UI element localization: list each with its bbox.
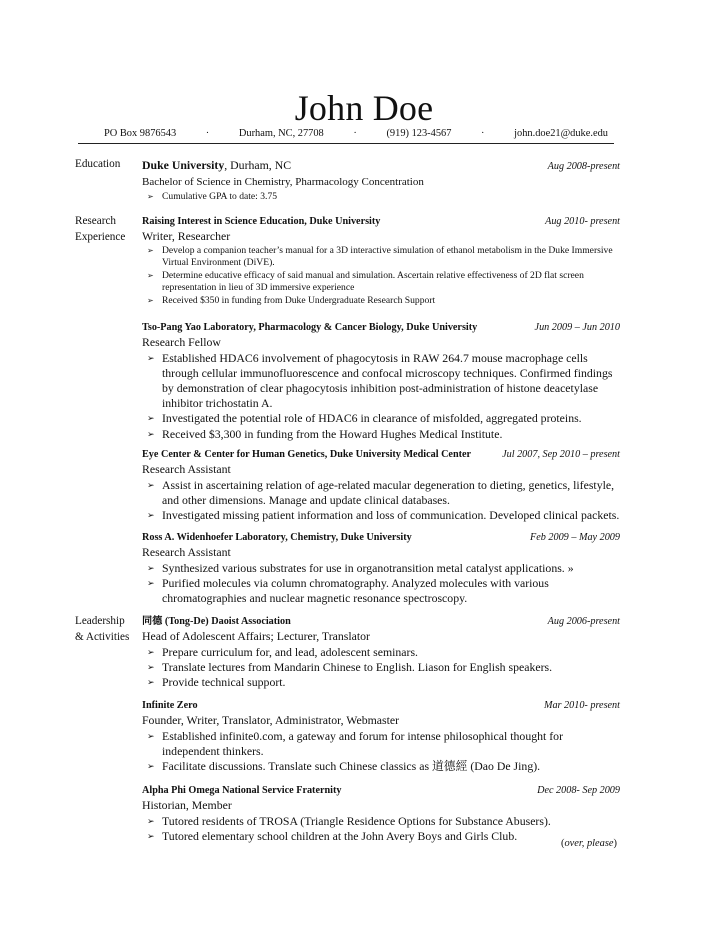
arrow-bullet-icon: ➢	[147, 413, 155, 424]
entry-role: Research Assistant	[142, 545, 231, 559]
bullet-text: Determine educative efficacy of said manual and simulation. Ascertain relative effectiveness of 2D flat screen representation in lieu of 3D immersive experience	[162, 269, 584, 294]
arrow-bullet-icon: ➢	[147, 245, 154, 255]
section-label-text: Experience	[75, 230, 126, 243]
bullet-list	[142, 478, 622, 524]
entry-header	[142, 157, 622, 175]
entry-org: Tso-Pang Yao Laboratory, Pharmacology & Cancer Biology, Duke University	[142, 322, 478, 333]
bullet-item	[142, 245, 622, 270]
bullet-text: Tutored elementary school children at the John Avery Boys and Girls Club.	[162, 828, 518, 843]
section-label-text: Education	[75, 158, 121, 170]
bullet-item	[142, 660, 622, 675]
bullet-item	[142, 191, 622, 204]
name-heading: John Doe	[294, 88, 434, 128]
email[interactable]: john.doe21@duke.edu	[514, 128, 608, 139]
contact-line	[104, 127, 608, 141]
po-box: PO Box 9876543	[104, 128, 177, 139]
bullet-text: Translate lectures from Mandarin Chinese to English. Liason for English speakers.	[162, 659, 553, 674]
arrow-bullet-icon: ➢	[147, 191, 154, 201]
bullet-item	[142, 411, 622, 426]
bullet-text: Tutored residents of TROSA (Triangle Residence Options for Substance Abusers).	[162, 813, 551, 828]
entry-header	[142, 614, 622, 629]
arrow-bullet-icon: ➢	[147, 352, 155, 363]
university-name: Duke University	[142, 158, 225, 172]
bullet-text: Established infinite0.com, a gateway and forum for intense philosophical thought for independent thinkers.	[162, 728, 563, 758]
bullet-text: Established HDAC6 involvement of phagocytosis in RAW 264.7 mouse macrophage cells through cellular immunofluorescence and confocal microscopy techniques. Confirmed findings by demonstration of clear phagocytosis inhibition post-administration of histone deacetylase inhibitor trichostatin A.	[162, 350, 613, 411]
entry-org: 同德 (Tong-De) Daoist Association	[142, 616, 291, 627]
bullet-text: Develop a companion teacher’s manual for a 3D interactive simulation of ethanol metabolism in the Duke Immersive Virtual Environment (DiVE).	[162, 244, 613, 269]
phone: (919) 123-4567	[386, 128, 452, 139]
research-entry	[142, 447, 622, 523]
arrow-bullet-icon: ➢	[147, 428, 155, 439]
entry-role: Research Fellow	[142, 335, 221, 349]
entry-header	[142, 530, 622, 545]
arrow-bullet-icon: ➢	[147, 830, 155, 841]
paren-close: )	[613, 838, 617, 849]
entry-date: Aug 2010- present	[545, 216, 620, 227]
leadership-entry	[142, 698, 622, 774]
arrow-bullet-icon: ➢	[147, 676, 155, 687]
research-entry	[142, 530, 622, 606]
leadership-entry	[142, 783, 622, 844]
header-divider	[78, 143, 614, 144]
entry-org: Eye Center & Center for Human Genetics, Duke University Medical Center	[142, 449, 472, 460]
bullet-item	[142, 729, 622, 759]
bullet-item	[142, 814, 622, 829]
bullet-item	[142, 576, 622, 606]
entry-org	[142, 157, 291, 173]
arrow-bullet-icon: ➢	[147, 815, 155, 826]
bullet-item	[142, 351, 622, 412]
bullet-item	[142, 508, 622, 523]
bullet-item	[142, 270, 622, 295]
separator-dot: ·	[353, 128, 357, 139]
entry-header	[142, 320, 622, 335]
bullet-item	[142, 561, 622, 576]
paren-open: (	[561, 838, 565, 849]
bullet-text: Synthesized various substrates for use in organotransition metal catalyst applications. »	[162, 560, 574, 575]
entry-date: Mar 2010- present	[543, 700, 620, 711]
bullet-text: Purified molecules via column chromatography. Analyzed molecules with various chromatographies and nuclear magnetic resonance spectroscopy.	[162, 575, 549, 605]
over-please-text: over, please	[564, 838, 614, 849]
entry-role: Founder, Writer, Translator, Administrator, Webmaster	[142, 713, 400, 727]
address: Durham, NC, 27708	[238, 128, 324, 139]
arrow-bullet-icon: ➢	[147, 661, 155, 672]
bullet-text: Facilitate discussions. Translate such Chinese classics as 道德經 (Dao De Jing).	[162, 758, 541, 773]
entry-header	[142, 447, 622, 462]
section-label-text: & Activities	[75, 630, 130, 643]
entry-org: Alpha Phi Omega National Service Fraternity	[142, 785, 342, 796]
arrow-bullet-icon: ➢	[147, 562, 155, 573]
entry-date: Aug 2006-present	[547, 616, 620, 627]
bullet-list	[142, 245, 622, 308]
entry-header	[142, 783, 622, 798]
arrow-bullet-icon: ➢	[147, 730, 155, 741]
bullet-text: Provide technical support.	[162, 674, 286, 689]
bullet-item	[142, 645, 622, 660]
bullet-list	[142, 561, 622, 607]
entry-org: Raising Interest in Science Education, Duke University	[142, 216, 381, 227]
leadership-entry	[142, 614, 622, 690]
entry-header	[142, 214, 622, 229]
entry-role: Head of Adolescent Affairs; Lecturer, Translator	[142, 629, 370, 643]
bullet-text: Cumulative GPA to date: 3.75	[162, 190, 278, 202]
arrow-bullet-icon: ➢	[147, 646, 155, 657]
section-label-text: Leadership	[75, 615, 125, 627]
section-label-research	[75, 214, 139, 245]
entry-date: Jun 2009 – Jun 2010	[534, 322, 620, 333]
entry-org: Ross A. Widenhoefer Laboratory, Chemistry, Duke University	[142, 532, 412, 543]
university-location: , Durham, NC	[224, 158, 292, 172]
separator-dot: ·	[481, 128, 485, 139]
research-entry	[142, 320, 622, 442]
degree: Bachelor of Science in Chemistry, Pharmacology Concentration	[142, 176, 424, 188]
bullet-item	[142, 427, 622, 442]
entry-date: Feb 2009 – May 2009	[530, 532, 620, 543]
bullet-text: Received $3,300 in funding from the Howard Hughes Medical Institute.	[162, 426, 503, 441]
entry-role: Historian, Member	[142, 798, 232, 812]
arrow-bullet-icon: ➢	[147, 295, 154, 305]
bullet-list	[142, 191, 622, 204]
bullet-text: Investigated the potential role of HDAC6 in clearance of misfolded, aggregated proteins.	[162, 411, 582, 426]
bullet-item	[142, 759, 622, 774]
entry-date: Aug 2008-present	[547, 161, 620, 172]
entry-role: Research Assistant	[142, 462, 231, 476]
bullet-item	[142, 478, 622, 508]
bullet-text: Prepare curriculum for, and lead, adolescent seminars.	[162, 644, 419, 659]
bullet-item	[142, 675, 622, 690]
arrow-bullet-icon: ➢	[147, 270, 154, 280]
bullet-text: Received $350 in funding from Duke Undergraduate Research Support	[162, 294, 436, 306]
education-entry	[142, 157, 622, 203]
section-label-education	[75, 157, 139, 173]
arrow-bullet-icon: ➢	[147, 479, 155, 490]
entry-date: Dec 2008- Sep 2009	[537, 785, 620, 796]
bullet-text: Investigated missing patient information and loss of communication. Developed clinical packets.	[162, 507, 620, 522]
separator-dot: ·	[205, 128, 210, 139]
section-label-leadership	[75, 614, 139, 645]
bullet-list	[142, 351, 622, 442]
entry-role: Writer, Researcher	[142, 229, 231, 243]
bullet-item	[142, 295, 622, 308]
entry-org: Infinite Zero	[142, 700, 198, 711]
bullet-list	[142, 645, 622, 691]
entry-date: Jul 2007, Sep 2010 – present	[502, 449, 620, 460]
arrow-bullet-icon: ➢	[147, 509, 155, 520]
research-entry	[142, 214, 622, 307]
arrow-bullet-icon: ➢	[147, 577, 155, 588]
bullet-text: Assist in ascertaining relation of age-related macular degeneration to dieting, genetics, lifestyle, and other dimensions. Manage and update clinical databases.	[162, 477, 615, 507]
page-footer-note	[500, 837, 617, 851]
entry-header	[142, 698, 622, 713]
section-label-text: Research	[75, 215, 116, 227]
arrow-bullet-icon: ➢	[147, 760, 155, 771]
bullet-list	[142, 729, 622, 775]
